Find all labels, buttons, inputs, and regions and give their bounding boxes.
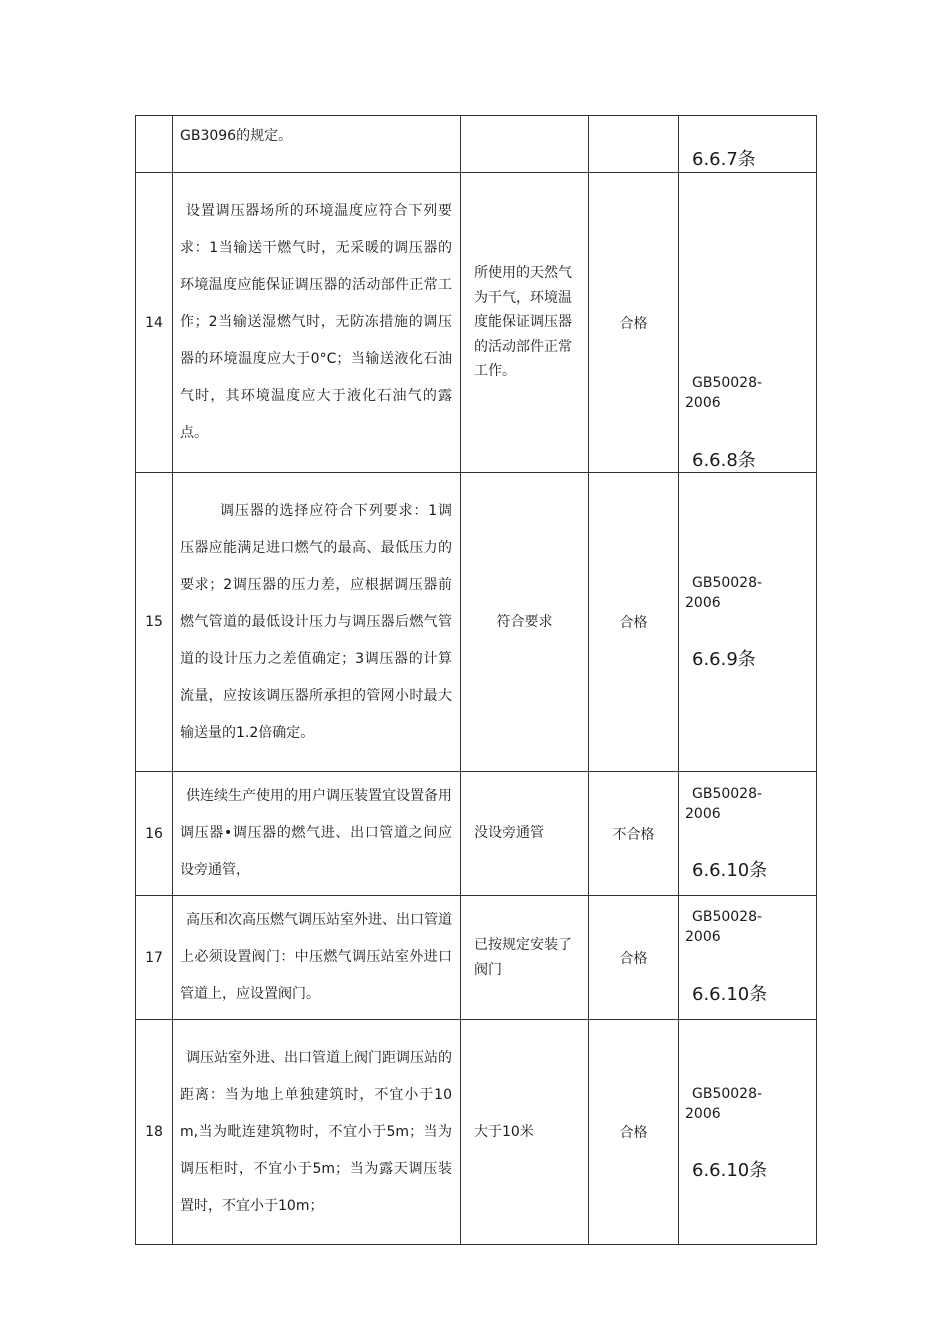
inspection-result: 已按规定安装了阀门 (461, 896, 589, 1020)
row-number: 17 (136, 896, 173, 1020)
row-number: 14 (136, 173, 173, 473)
standard-reference (679, 1020, 817, 1245)
inspection-result: 没设旁通管 (461, 772, 589, 896)
requirement-text: 设置调压器场所的环境温度应符合下列要求：1当输送干燃气时，无采暖的调压器的环境温度应能保证调压器的活动部件正常工作；2当输送湿燃气时，无防冻措施的调压器的环境温度应大于0°C；当输送液化石油气时，其环境温度应大于液化石油气的露点。 (173, 173, 461, 473)
conclusion: 合格 (589, 1020, 679, 1245)
table-row (136, 772, 817, 896)
standard-code: GB50028- 2006 (685, 375, 763, 411)
conclusion: 不合格 (589, 772, 679, 896)
row-number (136, 116, 173, 173)
clause-number: 6.6.8条 (692, 450, 756, 471)
inspection-table (135, 115, 817, 1245)
standard-code: GB50028- 2006 (685, 1086, 763, 1122)
standard-reference (679, 116, 817, 173)
table-row (136, 116, 817, 173)
requirement-text: 高压和次高压燃气调压站室外进、出口管道上必须设置阀门：中压燃气调压站室外进口管道上，应设置阀门。 (173, 896, 461, 1020)
inspection-result: 符合要求 (461, 473, 589, 772)
inspection-result (461, 116, 589, 173)
inspection-result: 大于10米 (461, 1020, 589, 1245)
standard-code: GB50028- 2006 (685, 786, 763, 822)
clause-number: 6.6.10条 (692, 984, 768, 1005)
conclusion: 合格 (589, 896, 679, 1020)
standard-reference (679, 173, 817, 473)
standard-reference (679, 896, 817, 1020)
standard-reference (679, 772, 817, 896)
requirement-text: 供连续生产使用的用户调压装置宜设置备用调压器•调压器的燃气进、出口管道之间应设旁通管， (173, 772, 461, 896)
row-number: 15 (136, 473, 173, 772)
conclusion: 合格 (589, 473, 679, 772)
row-number: 18 (136, 1020, 173, 1245)
standard-reference (679, 473, 817, 772)
standard-code: GB50028- 2006 (685, 575, 763, 611)
clause-number: 6.6.7条 (692, 149, 756, 170)
requirement-text: 调压器的选择应符合下列要求：1调压器应能满足进口燃气的最高、最低压力的要求；2调压器的压力差，应根据调压器前燃气管道的最低设计压力与调压器后燃气管道的设计压力之差值确定；3调压器的计算流量，应按该调压器所承担的管网小时最大输送量的1.2倍确定。 (173, 473, 461, 772)
clause-number: 6.6.10条 (692, 860, 768, 881)
clause-number: 6.6.10条 (692, 1160, 768, 1181)
table-row (136, 896, 817, 1020)
requirement-text: 调压站室外进、出口管道上阀门距调压站的距离：当为地上单独建筑时，不宜小于10m,当为毗连建筑物时，不宜小于5m；当为调压柜时，不宜小于5m；当为露天调压装置时，不宜小于10m； (173, 1020, 461, 1245)
table-row (136, 1020, 817, 1245)
table-row (136, 173, 817, 473)
conclusion: 合格 (589, 173, 679, 473)
clause-number: 6.6.9条 (692, 649, 756, 670)
inspection-result: 所使用的天然气为干气，环境温度能保证调压器的活动部件正常工作。 (461, 173, 589, 473)
table-row (136, 473, 817, 772)
row-number: 16 (136, 772, 173, 896)
conclusion (589, 116, 679, 173)
standard-code: GB50028- 2006 (685, 909, 763, 945)
requirement-text: GB3096的规定。 (173, 116, 461, 173)
